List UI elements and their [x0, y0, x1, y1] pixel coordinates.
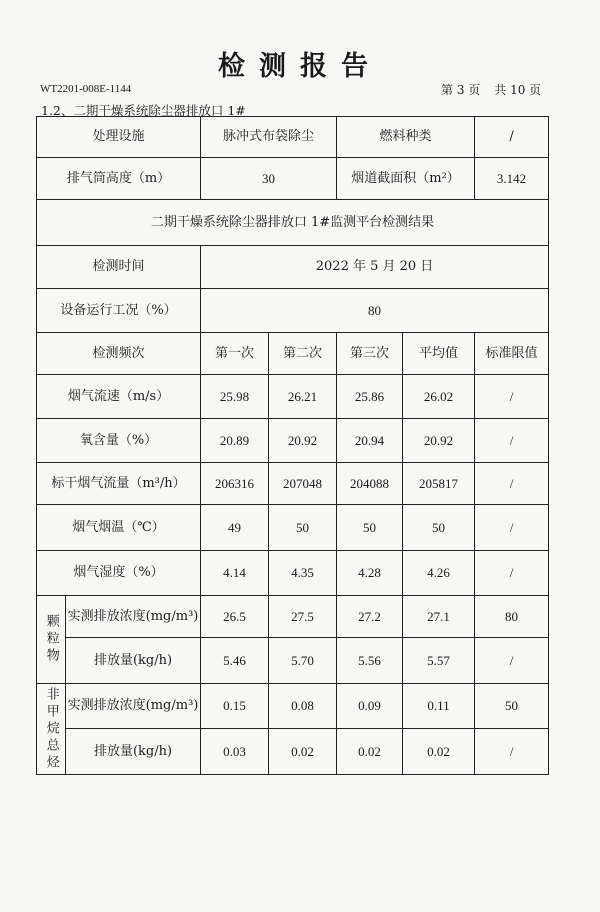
- cell: 4.28: [337, 551, 403, 596]
- row-label: 氧含量（%）: [37, 419, 201, 463]
- cell: 206316: [201, 463, 269, 505]
- monitoring-results-table: [36, 116, 549, 775]
- table-row: [37, 638, 549, 684]
- cell: 204088: [337, 463, 403, 505]
- column-header: 平均值: [403, 333, 475, 375]
- table-row: [37, 375, 549, 419]
- page-total: 共 10 页: [494, 83, 542, 97]
- column-header: 第一次: [201, 333, 269, 375]
- facility-value: 脉冲式布袋除尘: [201, 117, 337, 158]
- cell: /: [475, 729, 549, 775]
- table-row: [37, 684, 549, 729]
- cell: 4.35: [269, 551, 337, 596]
- page-current: 第 3 页: [441, 83, 481, 97]
- flue-area-value: 3.142: [475, 158, 549, 200]
- section-heading: 1.2、二期干燥系统除尘器排放口 1#: [41, 103, 246, 118]
- row-label: 烟气湿度（%）: [37, 551, 201, 596]
- fuel-value: /: [475, 117, 549, 158]
- table-row: [37, 729, 549, 775]
- page-indicator: [441, 81, 555, 98]
- cell: 20.89: [201, 419, 269, 463]
- row-label: 烟气烟温（℃）: [37, 505, 201, 551]
- time-value: 2022 年 5 月 20 日: [201, 246, 549, 289]
- row-label: 排放量(kg/h): [66, 638, 201, 684]
- flue-area-label: 烟道截面积（m²）: [337, 158, 475, 200]
- cell: 50: [337, 505, 403, 551]
- stack-height-value: 30: [201, 158, 337, 200]
- cell: /: [475, 375, 549, 419]
- cell: 50: [269, 505, 337, 551]
- cell: 0.03: [201, 729, 269, 775]
- column-header: 标准限值: [475, 333, 549, 375]
- cell: 207048: [269, 463, 337, 505]
- cell: 5.70: [269, 638, 337, 684]
- cell: 25.86: [337, 375, 403, 419]
- platform-title: 二期干燥系统除尘器排放口 1#监测平台检测结果: [37, 200, 549, 246]
- cell: 5.56: [337, 638, 403, 684]
- time-row: [37, 246, 549, 289]
- cell: 20.94: [337, 419, 403, 463]
- cell: 0.08: [269, 684, 337, 729]
- cell: 26.5: [201, 596, 269, 638]
- cell: 50: [403, 505, 475, 551]
- group-name: 非甲烷总烃: [43, 686, 59, 772]
- row-label: 烟气流速（m/s）: [37, 375, 201, 419]
- column-header: 第三次: [337, 333, 403, 375]
- facility-label: 处理设施: [37, 117, 201, 158]
- column-header: 第二次: [269, 333, 337, 375]
- stack-row: [37, 158, 549, 200]
- cell: 5.46: [201, 638, 269, 684]
- table-row: [37, 463, 549, 505]
- group-name: 颗粒物: [43, 614, 59, 665]
- cell: 50: [475, 684, 549, 729]
- cell: 0.02: [269, 729, 337, 775]
- cell: 0.09: [337, 684, 403, 729]
- cell: 4.26: [403, 551, 475, 596]
- cell: /: [475, 463, 549, 505]
- cell: 5.57: [403, 638, 475, 684]
- fuel-label: 燃料种类: [337, 117, 475, 158]
- cell: 205817: [403, 463, 475, 505]
- condition-label: 设备运行工况（%）: [37, 289, 201, 333]
- row-label: 排放量(kg/h): [66, 729, 201, 775]
- report-title: 检测报告: [218, 51, 382, 82]
- cell: 0.15: [201, 684, 269, 729]
- cell: 80: [475, 596, 549, 638]
- cell: /: [475, 505, 549, 551]
- cell: /: [475, 638, 549, 684]
- table-row: [37, 596, 549, 638]
- group-label-nmhc: [37, 684, 66, 775]
- freq-label: 检测频次: [37, 333, 201, 375]
- cell: 27.5: [269, 596, 337, 638]
- group-label-particulate: [37, 596, 66, 684]
- platform-title-row: [37, 200, 549, 246]
- cell: 20.92: [269, 419, 337, 463]
- table-row: [37, 551, 549, 596]
- cell: 26.02: [403, 375, 475, 419]
- facility-row: [37, 117, 549, 158]
- cell: 25.98: [201, 375, 269, 419]
- row-label: 实测排放浓度(mg/m³): [66, 596, 201, 638]
- document-number: WT2201-008E-1144: [40, 83, 132, 95]
- cell: 0.02: [403, 729, 475, 775]
- cell: 49: [201, 505, 269, 551]
- cell: /: [475, 551, 549, 596]
- table-row: [37, 505, 549, 551]
- cell: /: [475, 419, 549, 463]
- condition-value: 80: [201, 289, 549, 333]
- row-label: 实测排放浓度(mg/m³): [66, 684, 201, 729]
- cell: 27.2: [337, 596, 403, 638]
- time-label: 检测时间: [37, 246, 201, 289]
- cell: 0.11: [403, 684, 475, 729]
- condition-row: [37, 289, 549, 333]
- cell: 26.21: [269, 375, 337, 419]
- row-label: 标干烟气流量（m³/h）: [37, 463, 201, 505]
- cell: 4.14: [201, 551, 269, 596]
- cell: 27.1: [403, 596, 475, 638]
- table-row: [37, 419, 549, 463]
- stack-height-label: 排气筒高度（m）: [37, 158, 201, 200]
- cell: 0.02: [337, 729, 403, 775]
- cell: 20.92: [403, 419, 475, 463]
- column-header-row: [37, 333, 549, 375]
